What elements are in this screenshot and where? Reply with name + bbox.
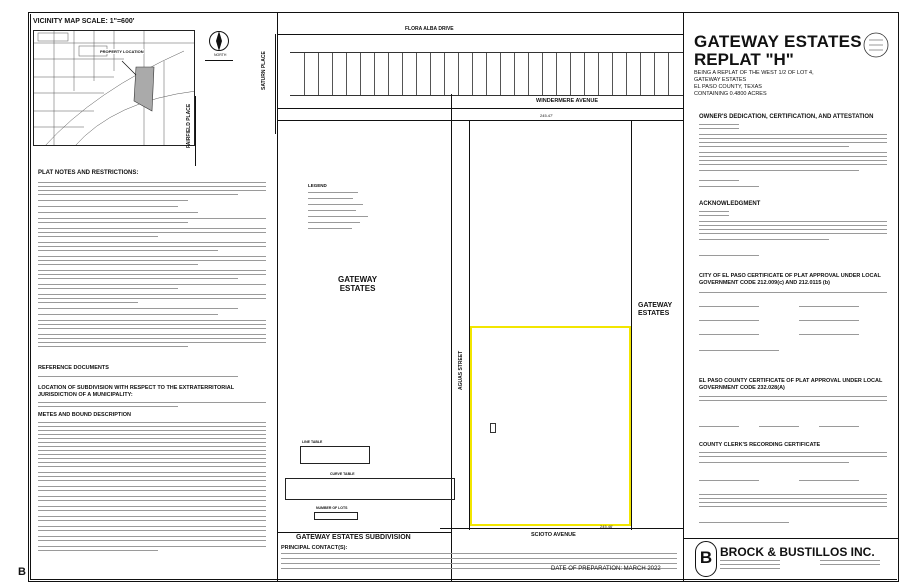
sheet-subtitle: BEING A REPLAT OF THE WEST 1/2 OF LOT 4, GATEWAY ESTATES EL PASO COUNTY, TEXAS CONTAINING 0.4800 ACRES: [694, 70, 814, 97]
metes-text: [38, 422, 270, 557]
plat-notes-title: PLAT NOTES AND RESTRICTIONS:: [38, 170, 139, 176]
seal-icon: [861, 30, 891, 60]
plat-notes-text: [38, 180, 270, 360]
scioto-line: [440, 528, 683, 529]
street-aguas: AGUAS STREET: [458, 350, 464, 390]
subdivision-stamp-right: GATEWAY ESTATES: [638, 302, 673, 317]
property-location-label: PROPERTY LOCATION: [100, 49, 144, 54]
sheet-title-line1: GATEWAY ESTATES: [694, 32, 862, 51]
north-arrow-icon: [208, 30, 230, 52]
firm-name: BROCK & BUSTILLOS INC.: [720, 545, 875, 559]
prep-date: DATE OF PREPARATION: MARCH 2022: [551, 566, 661, 572]
flora-alba-centerline: [278, 34, 683, 35]
reference-title: REFERENCE DOCUMENTS: [38, 365, 109, 371]
street-windermere: WINDERMERE AVENUE: [536, 98, 599, 104]
vicinity-map: [33, 30, 195, 146]
owners-title: OWNER'S DEDICATION, CERTIFICATION, AND ATTESTATION: [699, 114, 874, 120]
north-label: NORTH: [214, 53, 227, 57]
firm-divider: [683, 538, 899, 539]
line-table-title: LINE TABLE: [302, 440, 323, 444]
dimension-bottom: 245.46': [600, 524, 613, 529]
lot-marker: [490, 423, 496, 433]
subdivision-stamp-left: GATEWAY ESTATES: [338, 275, 378, 293]
vicinity-title: VICINITY MAP SCALE: 1"=600': [33, 18, 135, 25]
firm-logo-icon: B: [695, 541, 717, 577]
clerk-title: COUNTY CLERK'S RECORDING CERTIFICATE: [699, 442, 821, 448]
windermere-row-line: [278, 120, 683, 121]
street-fairfield: FAIRFIELD PLACE: [186, 103, 192, 148]
sheet-title-line2: REPLAT "H": [694, 50, 794, 69]
scale-bar: [205, 60, 233, 61]
inner-border-bottom: [30, 579, 897, 580]
curve-table: [285, 478, 455, 500]
owners-text: [699, 124, 889, 194]
inner-border-left: [30, 14, 31, 580]
north-arrow: [208, 30, 230, 52]
street-scioto: SCIOTO AVENUE: [531, 532, 576, 538]
left-column-divider: [277, 12, 278, 582]
dimension-top: 245.47': [540, 113, 553, 118]
windermere-line: [278, 108, 683, 109]
legend-title: LEGEND: [308, 183, 327, 188]
location-title: LOCATION OF SUBDIVISION WITH RESPECT TO THE EXTRATERRITORIAL JURISDICTION OF A MUNICIPALITY:: [38, 385, 234, 398]
metes-title: METES AND BOUND DESCRIPTION: [38, 412, 131, 418]
street-saturn: SATURN PLACE: [261, 51, 267, 90]
county-title: EL PASO COUNTY CERTIFICATE OF PLAT APPROVAL UNDER LOCAL GOVERNMENT CODE 232.028(A): [699, 378, 883, 391]
city-text: [699, 292, 889, 362]
subdivision-name: GATEWAY ESTATES SUBDIVISION: [296, 534, 411, 541]
lots-table-title: NUMBER OF LOTS: [316, 506, 348, 510]
right-column-divider: [683, 12, 684, 582]
saturn-line: [275, 34, 276, 134]
line-table: [300, 446, 370, 464]
principal-contacts: PRINCIPAL CONTACT(S):: [281, 545, 348, 551]
title-block-divider: [277, 532, 452, 533]
lots-table: [314, 512, 358, 520]
clerk-text: [699, 452, 889, 487]
county-text: [699, 396, 889, 436]
city-title: CITY OF EL PASO CERTIFICATE OF PLAT APPROVAL UNDER LOCAL GOVERNMENT CODE 212.009(c) AND 212.0115 (b): [699, 273, 881, 286]
corner-mark: B: [18, 566, 26, 578]
parent-lot-east-line: [631, 120, 632, 530]
curve-table-title: CURVE TABLE: [330, 472, 355, 476]
firm-contact-text: [720, 560, 885, 576]
contacts-text: [281, 553, 681, 577]
ack-title: ACKNOWLEDGMENT: [699, 201, 761, 207]
seal-mark: [861, 30, 891, 60]
aguas-west-line: [451, 94, 452, 582]
surveyor-text: [699, 494, 889, 534]
street-flora-alba: FLORA ALBA DRIVE: [405, 26, 454, 32]
top-lot-strip: [290, 52, 683, 96]
legend-items: [308, 192, 388, 237]
ack-text: [699, 211, 889, 266]
fairfield-line: [195, 96, 196, 166]
